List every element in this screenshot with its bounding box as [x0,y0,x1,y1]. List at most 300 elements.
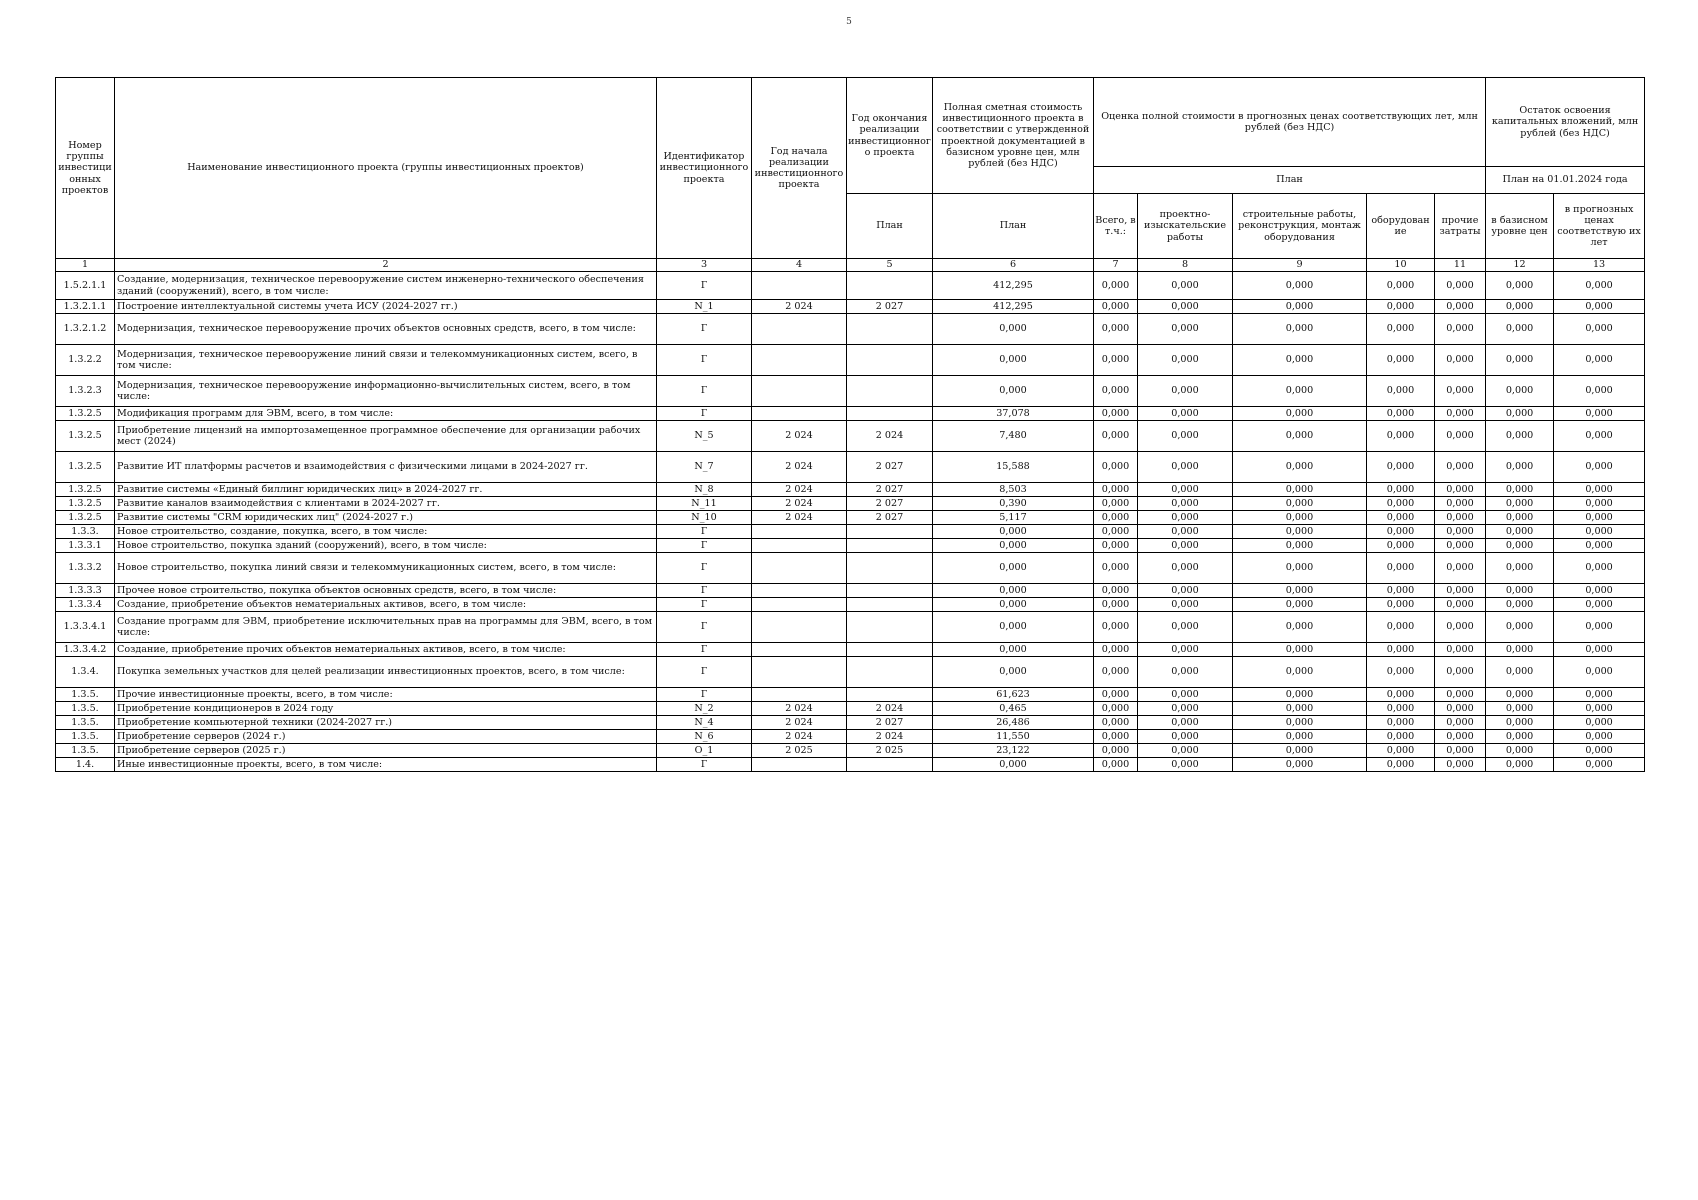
base-prices-cell: 0,000 [1486,730,1554,744]
full-cost-cell: 0,000 [933,539,1094,553]
end-year-cell [847,643,933,657]
survey-cell: 0,000 [1138,643,1233,657]
header-equipment: оборудован ие [1367,194,1435,259]
table-row [56,421,1645,452]
start-year-cell: 2 025 [752,744,847,758]
survey-cell: 0,000 [1138,272,1233,300]
group-number-cell: 1.3.4. [56,657,115,688]
end-year-cell [847,314,933,345]
equipment-cell: 0,000 [1367,744,1435,758]
table-row [56,497,1645,511]
full-cost-cell: 0,000 [933,584,1094,598]
full-cost-cell: 23,122 [933,744,1094,758]
project-id-cell: Г [657,539,752,553]
start-year-cell [752,539,847,553]
survey-cell: 0,000 [1138,407,1233,421]
construction-cell: 0,000 [1233,345,1367,376]
survey-cell: 0,000 [1138,421,1233,452]
column-number: 12 [1486,259,1554,272]
base-prices-cell: 0,000 [1486,376,1554,407]
other-cell: 0,000 [1435,300,1486,314]
header-base-prices: в базисном уровне цен [1486,194,1554,259]
total-cell: 0,000 [1094,688,1138,702]
equipment-cell: 0,000 [1367,525,1435,539]
end-year-cell [847,407,933,421]
total-cell: 0,000 [1094,553,1138,584]
equipment-cell: 0,000 [1367,758,1435,772]
other-cell: 0,000 [1435,421,1486,452]
table-row [56,584,1645,598]
base-prices-cell: 0,000 [1486,497,1554,511]
project-name-cell: Модификация программ для ЭВМ, всего, в том числе: [115,407,657,421]
other-cell: 0,000 [1435,407,1486,421]
start-year-cell: 2 024 [752,300,847,314]
start-year-cell [752,525,847,539]
project-id-cell: Г [657,376,752,407]
header-forecast-estimate: Оценка полной стоимости в прогнозных ценах соответствующих лет, млн рублей (без НДС) [1094,78,1486,167]
survey-cell: 0,000 [1138,497,1233,511]
construction-cell: 0,000 [1233,598,1367,612]
full-cost-cell: 26,486 [933,716,1094,730]
group-number-cell: 1.3.5. [56,716,115,730]
project-name-cell: Модернизация, техническое перевооружение линий связи и телекоммуникационных систем, всего, в том числе: [115,345,657,376]
equipment-cell: 0,000 [1367,407,1435,421]
base-prices-cell: 0,000 [1486,272,1554,300]
project-name-cell: Новое строительство, покупка зданий (сооружений), всего, в том числе: [115,539,657,553]
table-row [56,345,1645,376]
other-cell: 0,000 [1435,525,1486,539]
header-survey: проектно-изыскательские работы [1138,194,1233,259]
project-id-cell: O_1 [657,744,752,758]
end-year-cell [847,758,933,772]
end-year-cell: 2 025 [847,744,933,758]
header-plan-date: План на 01.01.2024 года [1486,167,1645,194]
survey-cell: 0,000 [1138,716,1233,730]
group-number-cell: 1.4. [56,758,115,772]
project-id-cell: N_11 [657,497,752,511]
base-prices-cell: 0,000 [1486,525,1554,539]
project-id-cell: N_2 [657,702,752,716]
total-cell: 0,000 [1094,744,1138,758]
construction-cell: 0,000 [1233,702,1367,716]
header-plan: План [1094,167,1486,194]
header-group-number: Номер группы инвестици онных проектов [56,78,115,259]
start-year-cell [752,643,847,657]
start-year-cell [752,612,847,643]
project-name-cell: Приобретение серверов (2024 г.) [115,730,657,744]
construction-cell: 0,000 [1233,376,1367,407]
end-year-cell: 2 027 [847,300,933,314]
other-cell: 0,000 [1435,744,1486,758]
full-cost-cell: 0,000 [933,376,1094,407]
table-row [56,407,1645,421]
header-project-id: Идентификатор инвестиционного проекта [657,78,752,259]
table-row [56,511,1645,525]
forecast-prices-cell: 0,000 [1554,612,1645,643]
construction-cell: 0,000 [1233,407,1367,421]
table-row [56,539,1645,553]
forecast-prices-cell: 0,000 [1554,553,1645,584]
full-cost-cell: 11,550 [933,730,1094,744]
equipment-cell: 0,000 [1367,376,1435,407]
table-row [56,598,1645,612]
forecast-prices-cell: 0,000 [1554,421,1645,452]
equipment-cell: 0,000 [1367,598,1435,612]
start-year-cell [752,584,847,598]
project-id-cell: Г [657,272,752,300]
project-id-cell: N_5 [657,421,752,452]
start-year-cell [752,657,847,688]
construction-cell: 0,000 [1233,688,1367,702]
start-year-cell [752,272,847,300]
project-name-cell: Прочие инвестиционные проекты, всего, в том числе: [115,688,657,702]
construction-cell: 0,000 [1233,483,1367,497]
start-year-cell: 2 024 [752,421,847,452]
group-number-cell: 1.3.5. [56,702,115,716]
equipment-cell: 0,000 [1367,730,1435,744]
survey-cell: 0,000 [1138,553,1233,584]
total-cell: 0,000 [1094,452,1138,483]
project-id-cell: Г [657,657,752,688]
forecast-prices-cell: 0,000 [1554,525,1645,539]
construction-cell: 0,000 [1233,758,1367,772]
base-prices-cell: 0,000 [1486,657,1554,688]
start-year-cell [752,314,847,345]
table-row [56,612,1645,643]
full-cost-cell: 0,000 [933,598,1094,612]
other-cell: 0,000 [1435,657,1486,688]
forecast-prices-cell: 0,000 [1554,758,1645,772]
table-row [56,688,1645,702]
project-name-cell: Создание, приобретение объектов нематериальных активов, всего, в том числе: [115,598,657,612]
forecast-prices-cell: 0,000 [1554,497,1645,511]
base-prices-cell: 0,000 [1486,643,1554,657]
total-cell: 0,000 [1094,376,1138,407]
group-number-cell: 1.3.2.2 [56,345,115,376]
project-id-cell: N_8 [657,483,752,497]
forecast-prices-cell: 0,000 [1554,511,1645,525]
start-year-cell [752,758,847,772]
base-prices-cell: 0,000 [1486,744,1554,758]
group-number-cell: 1.5.2.1.1 [56,272,115,300]
other-cell: 0,000 [1435,497,1486,511]
header-full-cost: Полная сметная стоимость инвестиционного проекта в соответствии с утвержденной проектной документацией в базисном уровне цен, млн рублей (без НДС) [933,78,1094,194]
full-cost-cell: 0,390 [933,497,1094,511]
table-row [56,643,1645,657]
end-year-cell [847,584,933,598]
base-prices-cell: 0,000 [1486,314,1554,345]
other-cell: 0,000 [1435,483,1486,497]
table-row [56,758,1645,772]
header-end-year: Год окончания реализации инвестиционног о проекта [847,78,933,194]
total-cell: 0,000 [1094,730,1138,744]
start-year-cell [752,688,847,702]
forecast-prices-cell: 0,000 [1554,598,1645,612]
forecast-prices-cell: 0,000 [1554,657,1645,688]
total-cell: 0,000 [1094,539,1138,553]
project-name-cell: Создание, модернизация, техническое перевооружение систем инженерно-технического обеспечения зданий (сооружений), всего, в том числе: [115,272,657,300]
project-id-cell: N_1 [657,300,752,314]
group-number-cell: 1.3.2.5 [56,421,115,452]
header-other: прочие затраты [1435,194,1486,259]
total-cell: 0,000 [1094,511,1138,525]
project-id-cell: Г [657,643,752,657]
other-cell: 0,000 [1435,716,1486,730]
other-cell: 0,000 [1435,314,1486,345]
group-number-cell: 1.3.3.4.1 [56,612,115,643]
equipment-cell: 0,000 [1367,483,1435,497]
survey-cell: 0,000 [1138,758,1233,772]
start-year-cell [752,553,847,584]
base-prices-cell: 0,000 [1486,421,1554,452]
total-cell: 0,000 [1094,758,1138,772]
end-year-cell [847,376,933,407]
equipment-cell: 0,000 [1367,300,1435,314]
forecast-prices-cell: 0,000 [1554,483,1645,497]
total-cell: 0,000 [1094,584,1138,598]
group-number-cell: 1.3.2.5 [56,452,115,483]
end-year-cell: 2 027 [847,511,933,525]
full-cost-cell: 5,117 [933,511,1094,525]
table-row [56,300,1645,314]
forecast-prices-cell: 0,000 [1554,702,1645,716]
construction-cell: 0,000 [1233,511,1367,525]
project-name-cell: Развитие ИТ платформы расчетов и взаимодействия с физическими лицами в 2024-2027 гг. [115,452,657,483]
other-cell: 0,000 [1435,345,1486,376]
survey-cell: 0,000 [1138,584,1233,598]
survey-cell: 0,000 [1138,744,1233,758]
survey-cell: 0,000 [1138,345,1233,376]
group-number-cell: 1.3.2.5 [56,407,115,421]
other-cell: 0,000 [1435,584,1486,598]
table-row [56,730,1645,744]
full-cost-cell: 0,000 [933,657,1094,688]
start-year-cell [752,376,847,407]
project-id-cell: Г [657,598,752,612]
table-row [56,657,1645,688]
end-year-cell: 2 024 [847,730,933,744]
full-cost-cell: 37,078 [933,407,1094,421]
end-year-cell [847,688,933,702]
end-year-cell: 2 027 [847,452,933,483]
project-name-cell: Покупка земельных участков для целей реализации инвестиционных проектов, всего, в том числе: [115,657,657,688]
group-number-cell: 1.3.2.1.2 [56,314,115,345]
project-id-cell: Г [657,345,752,376]
project-name-cell: Развитие каналов взаимодействия с клиентами в 2024-2027 гг. [115,497,657,511]
project-id-cell: Г [657,612,752,643]
construction-cell: 0,000 [1233,539,1367,553]
survey-cell: 0,000 [1138,612,1233,643]
base-prices-cell: 0,000 [1486,539,1554,553]
start-year-cell [752,345,847,376]
group-number-cell: 1.3.5. [56,730,115,744]
table-row [56,744,1645,758]
total-cell: 0,000 [1094,702,1138,716]
table-row [56,525,1645,539]
equipment-cell: 0,000 [1367,643,1435,657]
group-number-cell: 1.3.5. [56,688,115,702]
end-year-cell: 2 027 [847,483,933,497]
other-cell: 0,000 [1435,730,1486,744]
construction-cell: 0,000 [1233,452,1367,483]
construction-cell: 0,000 [1233,553,1367,584]
construction-cell: 0,000 [1233,525,1367,539]
table-row [56,452,1645,483]
project-name-cell: Прочее новое строительство, покупка объектов основных средств, всего, в том числе: [115,584,657,598]
end-year-cell [847,657,933,688]
column-number: 9 [1233,259,1367,272]
project-id-cell: Г [657,407,752,421]
forecast-prices-cell: 0,000 [1554,584,1645,598]
project-name-cell: Создание программ для ЭВМ, приобретение исключительных прав на программы для ЭВМ, всего, в том числе: [115,612,657,643]
forecast-prices-cell: 0,000 [1554,407,1645,421]
equipment-cell: 0,000 [1367,421,1435,452]
project-name-cell: Построение интеллектуальной системы учета ИСУ (2024-2027 гг.) [115,300,657,314]
project-id-cell: Г [657,688,752,702]
group-number-cell: 1.3.2.5 [56,497,115,511]
project-name-cell: Развитие системы "CRM юридических лиц" (2024-2027 г.) [115,511,657,525]
header-start-year: Год начала реализации инвестиционного проекта [752,78,847,259]
total-cell: 0,000 [1094,525,1138,539]
other-cell: 0,000 [1435,758,1486,772]
project-id-cell: Г [657,553,752,584]
column-number: 10 [1367,259,1435,272]
group-number-cell: 1.3.3.3 [56,584,115,598]
forecast-prices-cell: 0,000 [1554,300,1645,314]
total-cell: 0,000 [1094,716,1138,730]
other-cell: 0,000 [1435,702,1486,716]
project-name-cell: Иные инвестиционные проекты, всего, в том числе: [115,758,657,772]
total-cell: 0,000 [1094,314,1138,345]
header-remaining: Остаток освоения капитальных вложений, млн рублей (без НДС) [1486,78,1645,167]
header-forecast-prices: в прогнозных ценах соответствую их лет [1554,194,1645,259]
project-name-cell: Модернизация, техническое перевооружение информационно-вычислительных систем, всего, в том числе: [115,376,657,407]
start-year-cell: 2 024 [752,730,847,744]
table-row [56,702,1645,716]
equipment-cell: 0,000 [1367,688,1435,702]
base-prices-cell: 0,000 [1486,511,1554,525]
forecast-prices-cell: 0,000 [1554,376,1645,407]
survey-cell: 0,000 [1138,598,1233,612]
end-year-cell [847,345,933,376]
project-name-cell: Создание, приобретение прочих объектов нематериальных активов, всего, в том числе: [115,643,657,657]
forecast-prices-cell: 0,000 [1554,744,1645,758]
construction-cell: 0,000 [1233,300,1367,314]
total-cell: 0,000 [1094,300,1138,314]
column-number: 13 [1554,259,1645,272]
project-id-cell: Г [657,525,752,539]
start-year-cell: 2 024 [752,483,847,497]
total-cell: 0,000 [1094,345,1138,376]
full-cost-cell: 0,000 [933,758,1094,772]
column-number: 3 [657,259,752,272]
full-cost-cell: 0,000 [933,345,1094,376]
equipment-cell: 0,000 [1367,657,1435,688]
project-name-cell: Модернизация, техническое перевооружение прочих объектов основных средств, всего, в том числе: [115,314,657,345]
forecast-prices-cell: 0,000 [1554,345,1645,376]
survey-cell: 0,000 [1138,730,1233,744]
survey-cell: 0,000 [1138,483,1233,497]
group-number-cell: 1.3.3.4 [56,598,115,612]
start-year-cell: 2 024 [752,497,847,511]
group-number-cell: 1.3.3.2 [56,553,115,584]
other-cell: 0,000 [1435,688,1486,702]
start-year-cell [752,407,847,421]
end-year-cell [847,598,933,612]
column-number: 2 [115,259,657,272]
table-row [56,483,1645,497]
table-row [56,272,1645,300]
project-name-cell: Новое строительство, создание, покупка, всего, в том числе: [115,525,657,539]
forecast-prices-cell: 0,000 [1554,730,1645,744]
forecast-prices-cell: 0,000 [1554,314,1645,345]
other-cell: 0,000 [1435,612,1486,643]
table-body [56,272,1645,772]
base-prices-cell: 0,000 [1486,584,1554,598]
column-number: 6 [933,259,1094,272]
total-cell: 0,000 [1094,272,1138,300]
header-plan-end: План [847,194,933,259]
forecast-prices-cell: 0,000 [1554,272,1645,300]
construction-cell: 0,000 [1233,716,1367,730]
other-cell: 0,000 [1435,452,1486,483]
project-id-cell: Г [657,314,752,345]
project-name-cell: Приобретение компьютерной техники (2024-2027 гг.) [115,716,657,730]
full-cost-cell: 0,465 [933,702,1094,716]
end-year-cell: 2 024 [847,702,933,716]
survey-cell: 0,000 [1138,539,1233,553]
project-name-cell: Новое строительство, покупка линий связи и телекоммуникационных систем, всего, в том числе: [115,553,657,584]
header-project-name: Наименование инвестиционного проекта (группы инвестиционных проектов) [115,78,657,259]
project-name-cell: Приобретение кондиционеров в 2024 году [115,702,657,716]
column-number: 5 [847,259,933,272]
base-prices-cell: 0,000 [1486,612,1554,643]
group-number-cell: 1.3.2.3 [56,376,115,407]
construction-cell: 0,000 [1233,730,1367,744]
end-year-cell: 2 024 [847,421,933,452]
equipment-cell: 0,000 [1367,539,1435,553]
equipment-cell: 0,000 [1367,272,1435,300]
equipment-cell: 0,000 [1367,612,1435,643]
full-cost-cell: 15,588 [933,452,1094,483]
full-cost-cell: 412,295 [933,300,1094,314]
full-cost-cell: 0,000 [933,612,1094,643]
project-id-cell: N_7 [657,452,752,483]
project-id-cell: Г [657,758,752,772]
total-cell: 0,000 [1094,598,1138,612]
end-year-cell [847,272,933,300]
total-cell: 0,000 [1094,407,1138,421]
total-cell: 0,000 [1094,643,1138,657]
equipment-cell: 0,000 [1367,511,1435,525]
start-year-cell: 2 024 [752,716,847,730]
forecast-prices-cell: 0,000 [1554,716,1645,730]
column-number: 11 [1435,259,1486,272]
other-cell: 0,000 [1435,643,1486,657]
group-number-cell: 1.3.2.5 [56,511,115,525]
group-number-cell: 1.3.5. [56,744,115,758]
total-cell: 0,000 [1094,483,1138,497]
full-cost-cell: 412,295 [933,272,1094,300]
survey-cell: 0,000 [1138,300,1233,314]
survey-cell: 0,000 [1138,511,1233,525]
construction-cell: 0,000 [1233,272,1367,300]
group-number-cell: 1.3.2.5 [56,483,115,497]
project-id-cell: Г [657,584,752,598]
group-number-cell: 1.3.3.1 [56,539,115,553]
forecast-prices-cell: 0,000 [1554,452,1645,483]
equipment-cell: 0,000 [1367,716,1435,730]
